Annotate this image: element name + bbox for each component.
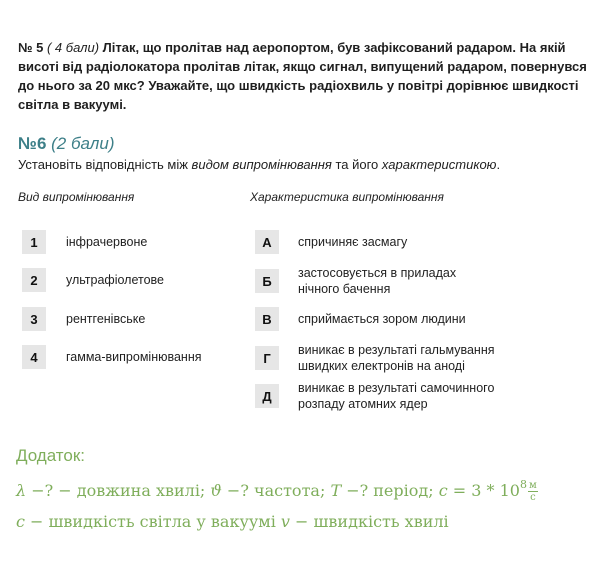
right-item-text bbox=[298, 265, 456, 297]
appendix-title: Додаток: bbox=[16, 446, 85, 465]
right-item-badge: Д bbox=[255, 384, 279, 408]
formula-text: −? період; bbox=[341, 481, 439, 500]
right-item-line: спричиняє засмагу bbox=[298, 235, 408, 249]
task-5-number: № 5 bbox=[18, 40, 44, 55]
left-column-header: Вид випромінювання bbox=[18, 190, 135, 204]
task-5-body: Літак, що пролітав над аеропортом, був зафіксований радаром. На якій висоті від радіолокатора пролітав літак, якщо сигнал, випущений радаром, повернувся до нього за 20 мкс? Уважайте, що швидкість радіохвиль у повітрі дорівнює швидкості світла в вакуумі. bbox=[18, 40, 587, 112]
right-item-badge: А bbox=[255, 230, 279, 254]
v-symbol: v bbox=[280, 512, 290, 531]
formula-text: − швидкість світла у вакуумі bbox=[24, 512, 281, 531]
task-6-number: №6 bbox=[18, 134, 47, 153]
task-6-heading bbox=[18, 134, 115, 154]
instruction-emphasis: характеристикою bbox=[381, 157, 497, 172]
right-item-text bbox=[298, 234, 407, 250]
right-item-line: виникає в результаті самочинного bbox=[298, 381, 495, 395]
task-5-text bbox=[18, 38, 588, 114]
right-item-line: застосовується в приладах bbox=[298, 266, 457, 280]
c-symbol: c bbox=[16, 512, 25, 531]
task-6-instruction bbox=[18, 157, 500, 172]
unit-numerator: м bbox=[528, 480, 537, 491]
right-item-badge: Г bbox=[255, 346, 279, 370]
right-column-header: Характеристика випромінювання bbox=[250, 190, 444, 204]
appendix-formula-line-2 bbox=[16, 512, 449, 531]
lambda-symbol: λ bbox=[16, 481, 27, 500]
unit-fraction bbox=[528, 480, 538, 503]
formula-text: −? частота; bbox=[221, 481, 331, 500]
instruction-part: . bbox=[496, 157, 501, 172]
right-item-badge: Б bbox=[255, 269, 279, 293]
formula-text: −? − довжина хвилі; bbox=[26, 481, 211, 500]
formula-text: = 3 * 10 bbox=[447, 481, 520, 500]
right-item-text bbox=[298, 380, 494, 412]
theta-symbol: ϑ bbox=[210, 481, 222, 500]
right-item-text bbox=[298, 311, 466, 327]
instruction-part: Установіть відповідність між bbox=[18, 157, 192, 172]
task-6-points: (2 бали) bbox=[51, 134, 115, 153]
unit-denominator: с bbox=[530, 492, 536, 503]
left-item-text: інфрачервоне bbox=[66, 235, 148, 249]
left-item-text: ультрафіолетове bbox=[66, 273, 164, 287]
c-symbol: c bbox=[438, 481, 448, 500]
exponent: 8 bbox=[519, 478, 527, 491]
right-item-line: виникає в результаті гальмування bbox=[298, 343, 495, 357]
right-item-line: розпаду атомних ядер bbox=[298, 397, 428, 411]
right-item-text bbox=[298, 342, 494, 374]
left-item-badge: 3 bbox=[22, 307, 46, 331]
right-item-badge: В bbox=[255, 307, 279, 331]
left-item-badge: 1 bbox=[22, 230, 46, 254]
instruction-part: та його bbox=[331, 157, 382, 172]
right-item-line: сприймається зором людини bbox=[298, 312, 466, 326]
left-item-text: гамма-випромінювання bbox=[66, 350, 202, 364]
period-symbol: T bbox=[330, 481, 342, 500]
right-item-line: швидких електронів на аноді bbox=[298, 359, 465, 373]
formula-text: − швидкість хвилі bbox=[289, 512, 449, 531]
task-5-points: ( 4 бали) bbox=[46, 40, 100, 55]
appendix-formula-line-1 bbox=[16, 478, 538, 503]
left-item-badge: 4 bbox=[22, 345, 46, 369]
left-item-text: рентгенівське bbox=[66, 312, 146, 326]
right-item-line: нічного бачення bbox=[298, 282, 391, 296]
left-item-badge: 2 bbox=[22, 268, 46, 292]
instruction-emphasis: видом випромінювання bbox=[191, 157, 332, 172]
